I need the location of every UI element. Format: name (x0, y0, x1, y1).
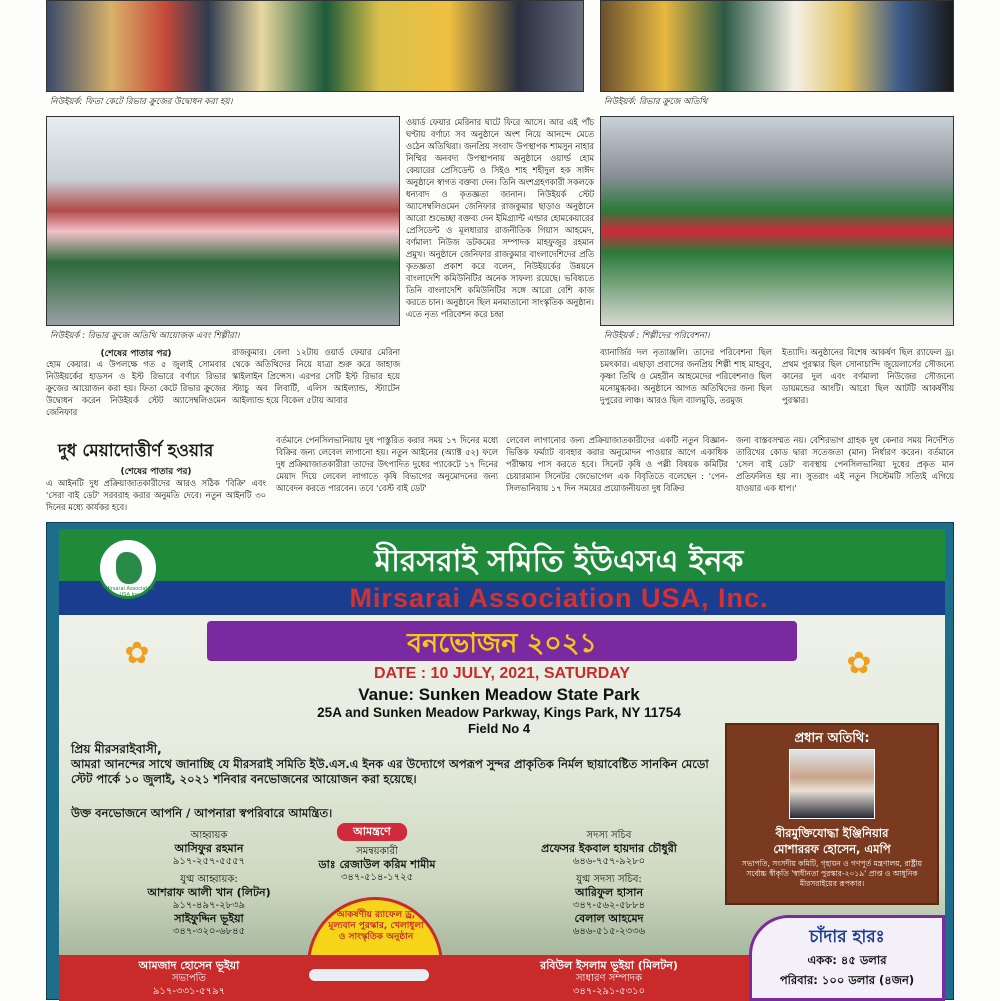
photo-artists-performance (600, 116, 954, 326)
chief-guest-portrait (789, 749, 875, 819)
joint-convenor-role: যুগ্ম আহ্বায়ক: (180, 874, 238, 885)
joint-member-secretaries (499, 873, 719, 938)
article2-subhead: (শেষের পাতার পর) (120, 467, 192, 477)
logo-text: Mirsarai Association USA Inc. (105, 586, 155, 598)
plane-icon (309, 969, 429, 981)
president-name: আমজাদ হোসেন ভূইয়া (138, 959, 240, 972)
photo-ribbon-cutting (46, 0, 584, 92)
caption-top-left: নিউইয়র্ক: ফিতা কেটে রিভার ক্রুজের উদ্বোধন করা হয়। (50, 97, 233, 107)
joint-secretary-role: যুগ্ম সদস্য সচিব: (576, 874, 642, 885)
president-phone: ৯১৭-৩৩১-৫৭৯৭ (152, 986, 226, 997)
general-secretary-role: সাধারণ সম্পাদক (575, 973, 643, 984)
joint-secretary-2-phone: ৬৪৬-৫১৫-২৩৩৬ (572, 926, 646, 937)
article1-col3: ব্যানার্জির দল নৃত্যাঞ্জলি। তাদের পরিবেশনা ছিল চমৎকার। এছাড়া প্রবাসের জনপ্রিয় শিল্পী শাহ মাহবুব, কৃষ্ণা তিথি ও মেহরীন আহমেদের পরিবেশনাও ছিল মনোমুগ্ধকর। অনুষ্ঠানে আগত অতিথিদের জন্য ছিল দুপুরের লাঞ্চ। আরও ছিল ব্যালমুড়ি, তরমুজ (600, 347, 772, 405)
event-date: DATE : 10 JULY, 2021, SATURDAY (373, 665, 631, 682)
article2-col3: লেবেল লাগানোর জন্য প্রক্রিয়াজাতকারীদের একটি নতুন বিজ্ঞান-ভিত্তিক ফর্ম্যাট ব্যবহার করার অনুমোদন পাওয়ার আগে একাধিক পরীক্ষায় পাস করতে হবে। সিনেট কৃষি ও পল্লী বিষয়ক কমিটির চেয়ারম্যান সিনেটর জেভোগেল এক বিবৃতিতে বলেছেন : 'পেন-সিলভানিয়ায় ১৭ দিন সময়ের প্রয়োজনীয়তা দুধ বিক্রির (506, 435, 728, 493)
joint-convenors (109, 873, 309, 938)
ad-title-bn: মীরসরাই সমিতি ইউএসএ ইনক (374, 544, 744, 579)
president (89, 959, 289, 998)
chief-guest-title: বীরমুক্তিযোদ্ধা ইঞ্জিনিয়ার (775, 826, 889, 840)
fee-single: একক: ৪৫ ডলার (807, 953, 887, 967)
ad-title-en: Mirsarai Association USA, Inc. (349, 583, 769, 613)
chief-guest-label: প্রধান অতিথি: (794, 731, 870, 746)
caption-mid-right: নিউইয়র্ক : শিল্পীদের পরিবেশনা। (604, 331, 710, 341)
caption-mid-left: নিউইয়র্ক : রিভার ক্রুজে অতিথি আয়োজক এবং শিল্পীরা। (50, 331, 240, 341)
flower-ornament-left-icon: ✿ (124, 636, 150, 671)
article1-middle-column: ওয়ার্ড ফেয়ার মেরিনার ঘাটে ফিরে আসে। আর এই পাঁচ ঘণ্টায় বর্ণাঢ্য সব অনুষ্ঠানে অংশ নিয়ে আনন্দে মেতে ওঠেন অতিথিরা। জনপ্রিয় সংবাদ উপস্থাপক শামসুন নাহার নিম্মির অনবদ্য উপস্থাপনায় অনুষ্ঠানে ওয়ার্ল্ড হোম কেয়ারের প্রেসিডেন্ট ও সিইও শাহ শহীদুল হক সাঈদ অনুষ্ঠানে স্বাগত বক্তব্য দেন। তিনি অংশগ্রহণকারী সকলকে ধন্যবাদ ও কৃতজ্ঞতা জানান। নিউইয়র্ক স্টেট অ্যাসেম্বলিওমেন জেনিফার রাজকুমার ছাড়াও অনুষ্ঠানে আরো শুভেচ্ছা বক্তব্য দেন ইমিগ্র্যান্ট এল্ডার হোমকেয়ারের প্রেসিডেন্ট ও মূলধারার রাজনীতিক গিয়াস আহমেদ, বর্ণমালা নিউজ ডটকমের সম্পাদক মাহফুজুর রহমান প্রমুখ। অনুষ্ঠানে জেনিফার রাজকুমার বাংলাদেশিদের প্রতি কৃতজ্ঞতা প্রকাশ করে বলেন, নিউইয়র্কের উন্নয়নে বাংলাদেশি কমিউনিটির অনেক সাফল্য রয়েছে। ভবিষ্যতে তিনি বাংলাদেশি কমিউনিটির সঙ্গে আরো বেশি কাজ করতে চান। অনুষ্ঠানে ছিল মনমাতানো সাংস্কৃতিক অনুষ্ঠান। এতে নৃত্য পরিবেশন করে চন্দ্রা (406, 117, 594, 319)
convenor-name: আসিফুর রহমান (174, 842, 244, 855)
joint-secretary-2-name: বেলাল আহমেদ (574, 912, 644, 925)
event-venue: Vanue: Sunken Meadow State Park (358, 685, 640, 704)
article1-col4: ইত্যাদি। অনুষ্ঠানের বিশেষ আকর্ষণ ছিল র‍্যাফেল ড্র। প্রথম পুরস্কার ছিল সোনাচান্দি জুয়েলার্সের সৌজন্যে কানের দুল এবং বর্ণমালা নিউজের সৌজন্যে ডায়মন্ডের আংটি। আরো ছিল আটটি আকর্ষণীয় পুরস্কার। (782, 347, 954, 405)
convenor (109, 829, 309, 868)
logo-map-icon (116, 552, 142, 584)
chief-guest-name: মোশাররফ হোসেন, এমপি (773, 842, 891, 856)
article2-col4: জন্য বাস্তবসম্মত নয়। বেশিরভাগ গ্রাহক দুধ কেনার সময় নির্দেশিত তারিখের কোড দ্বারা সতেজতা (মান) নির্ধারণ করেন। বর্তমানে 'সেল বাই ডেট' ব্যবস্থায় পেনসিলভানিয়া দুধের প্রকৃত মান প্রতিফলিত হয় না। সুতরাং এই নতুন সিস্টেমটি সত্যিই এগিয়ে যাওয়ার এক ধাপ।' (736, 435, 954, 493)
article1-col1: হোম কেয়ার। এ উপলক্ষে গত ৫ জুলাই সোমবার নিউইয়র্কের হাডসন ও ইস্ট রিভারে বর্ণাঢ্য রিভার ক্রুজের আয়োজন করা হয়। ফিতা কেটে রিভার ক্রুজের উদ্বোধন করেন নিউইয়র্ক স্টেট অ্যাসেম্বলিওমেন জেনিফার (46, 359, 226, 417)
advertisement (46, 522, 954, 1000)
invitation-label: আমন্ত্রণে (337, 823, 407, 841)
article2-col1: এ আইনটি দুধ প্রক্রিয়াজাতকারীদের আরও সঠিক 'বিক্রি' এবং 'সেরা বাই ডেট' সরবরাহ করার অনুমতি দেবে। নতুন আইনটি ৩০ দিনের মধ্যে কার্যকর হবে। (46, 478, 266, 512)
article1-continued-label: (শেষের পাতার পর) (100, 349, 172, 359)
joint-convenor-1-name: আশরাফ আলী খান (লিটন) (147, 886, 271, 899)
joint-convenor-1-phone: ৯১৭-৪৯৭-২৮৩৯ (172, 900, 246, 911)
association-logo (97, 537, 159, 599)
invitation-salutation: প্রিয় মীরসরাইবাসী, (71, 742, 162, 756)
joint-secretary-1-phone: ৩৪৭-৫৬২-৫৮৮৪ (572, 900, 646, 911)
chief-guest-description: সভাপতি, সংসদীয় কমিটি, গৃহায়ন ও গণপূর্ত মন্ত্রণালয়, রাষ্ট্রীয় সর্বোচ্চ স্বীকৃতি 'স্বাধীনতা পুরস্কার-২০১৯' প্রাপ্ত ও আধুনিক মীরসরাইয়ের রূপকার। (741, 859, 923, 888)
advertisement-inner (59, 529, 945, 1001)
member-secretary (499, 829, 719, 868)
member-secretary-name: প্রফেসর ইকবাল হায়দার চৌধুরী (541, 842, 677, 855)
event-field: Field No 4 (467, 721, 531, 736)
attraction-text: আকর্ষণীয় র‍্যাফেল ড্র, মূল্যবান পুরস্কার, খেলাধুলা ও সাংস্কৃতিক অনুষ্ঠান (328, 910, 424, 942)
fee-box (749, 915, 945, 1001)
invitation-body: আমরা আনন্দের সাথে জানাচ্ছি যে মীরসরাই সমিতি ইউ.এস.এ ইনক এর উদ্যোগে অপরূপ সুন্দর প্রাকৃতিক নির্মল ছায়াবেষ্টিত সানকিন মেডো স্টেট পার্কে ১০ জুলাই, ২০২১ শনিবার বনভোজনের আয়োজন করা হয়েছে। (71, 757, 709, 786)
joint-secretary-1-name: আরিফুল হাসান (574, 886, 644, 899)
coordinator-role: সমন্বয়কারী (356, 846, 398, 857)
article2-col2: বর্তমানে পেনসিলভানিয়ায় দুধ পাস্তুরিত করার সময় ১৭ দিনের মধ্যে বিক্রির জন্য লেবেল লাগানো হয়। নতুন আইনের (অ্যাক্ট ৫২) ফলে দুধ প্রক্রিয়াজাতকারীরা তাদের উৎপাদিত দুধের প্যাকেটে ১৭ দিনের মেয়াদ দিয়ে লেবেল লাগাতে কৃষি বিভাগের অনুমোদনের জন্য আবেদন করতে পারবেন। তবে 'বেস্ট বাই ডেট' (276, 435, 498, 493)
general-secretary-name: রবিউল ইসলাম ভূইয়া (মিলটন) (540, 959, 678, 972)
photo-river-cruise-guests (600, 0, 954, 92)
member-secretary-phone: ৬৪৬-৭৫৭-৯২৮০ (572, 856, 646, 867)
coordinator (287, 845, 467, 884)
flower-ornament-right-icon: ✿ (846, 646, 872, 681)
joint-convenor-2-name: সাইফুদ্দিন ভূইয়া (174, 912, 244, 925)
caption-top-right: নিউইয়র্ক: রিভার ক্রুজে অতিথি (604, 97, 708, 107)
member-secretary-role: সদস্য সচিব (586, 830, 632, 841)
fee-family: পরিবার: ১০০ ডলার (৪জন) (779, 973, 915, 987)
event-address: 25A and Sunken Meadow Parkway, Kings Park, NY 11754 (317, 705, 681, 720)
convenor-role: আহ্বায়ক (190, 830, 228, 841)
invitation-line: উক্ত বনভোজনে আপনি / আপনারা স্বপরিবারে আমন্ত্রিত। (71, 806, 333, 820)
convenor-phone: ৯১৭-২৫৭-৫৫৫৭ (172, 856, 246, 867)
event-title: বনভোজন ২০২১ (407, 628, 597, 659)
joint-convenor-2-phone: ৩৪৭-৩২০-৬৮৪৫ (172, 926, 246, 937)
coordinator-phone: ৩৪৭-৫১৪-১৭২৫ (340, 872, 414, 883)
coordinator-name: ডাঃ রেজাউল করিম শামীম (318, 858, 436, 871)
article1-col2: রাজকুমার। বেলা ১২টায় ওয়ার্ড ফেয়ার মেরিনা থেকে অতিথিদের নিয়ে যাত্রা শুরু করে জাহাজ স্কাইলাইন প্রিন্সেস। এরপর সেটি ইস্ট রিভার হয়ে স্ট্যাচু অব লিবার্টি, এলিস আইল্যান্ড, স্ট্যাটেন আইল্যান্ড হয়ে বিকেল ৫টায় আবার (232, 347, 400, 405)
chief-guest-box (725, 723, 939, 905)
article2-headline: দুধ মেয়াদোত্তীর্ণ হওয়ার (58, 441, 214, 461)
general-secretary (489, 959, 729, 998)
general-secretary-phone: ৩৪৭-২৯১-৫৩১০ (572, 986, 646, 997)
photo-hosts-and-artists (46, 116, 400, 326)
president-role: সভাপতি (171, 973, 207, 984)
fee-title: চাঁদার হারঃ (809, 927, 885, 947)
